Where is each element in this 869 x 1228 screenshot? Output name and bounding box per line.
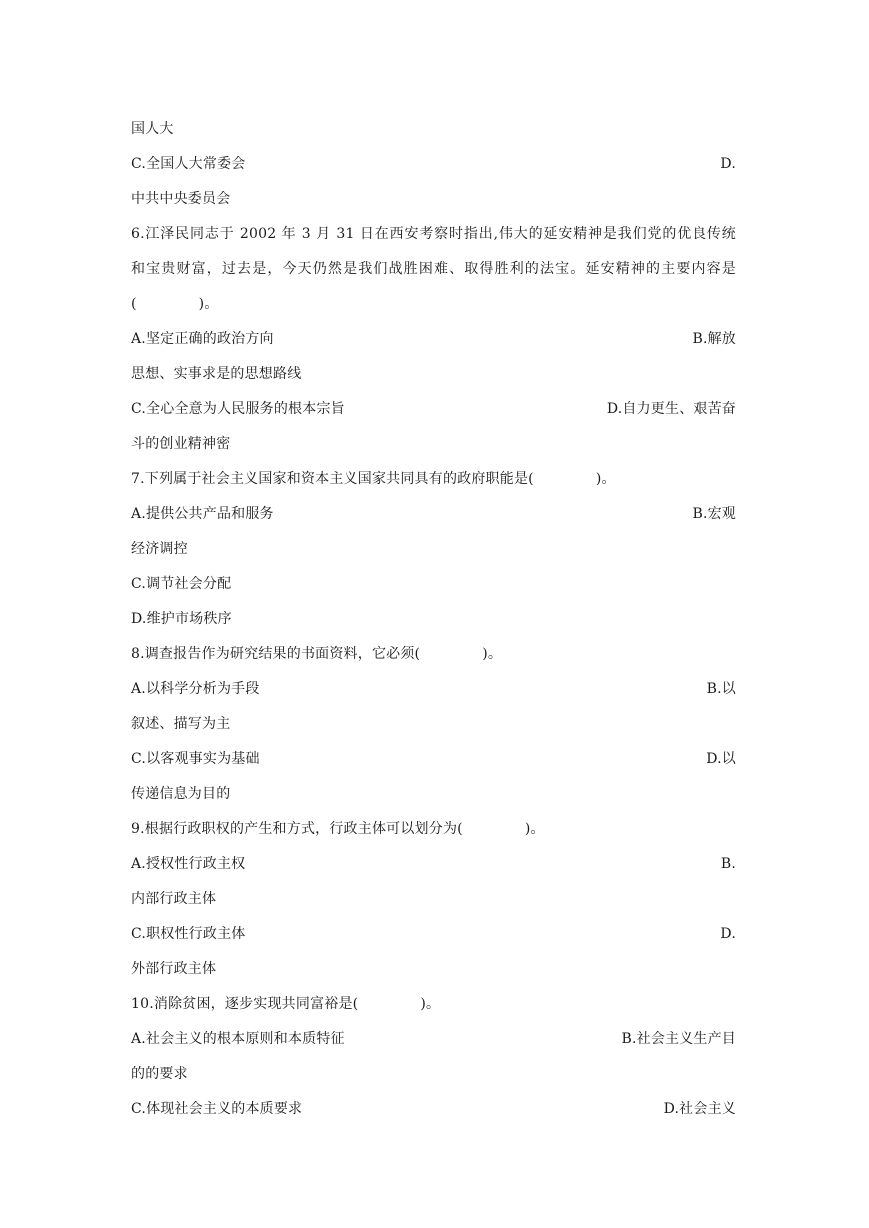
document-page — [131, 116, 736, 1131]
option-line — [131, 1026, 736, 1061]
option-d: D.社会主义 — [663, 1101, 736, 1117]
option-d: D.维护市场秩序 — [131, 611, 232, 627]
option-line — [131, 396, 736, 431]
option-line — [131, 501, 736, 536]
text-line: 内部行政主体 — [131, 891, 217, 907]
option-a: A.授权性行政主权 — [131, 856, 246, 872]
option-c: C.全心全意为人民服务的根本宗旨 — [131, 401, 345, 417]
option-b: B.宏观 — [692, 506, 736, 522]
question-8: 8.调查报告作为研究结果的书面资料，它必须( )。 — [131, 646, 503, 662]
text-line: 外部行政主体 — [131, 961, 217, 977]
option-line — [131, 151, 736, 186]
option-line — [131, 676, 736, 711]
text-line: 思想、实事求是的思想路线 — [131, 366, 302, 382]
option-d: D.以 — [706, 751, 736, 767]
option-a: A.以科学分析为手段 — [131, 681, 260, 697]
question-6-line-1: 6.江泽民同志于 2002 年 3 月 31 日在西安考察时指出,伟大的延安精神是我们党的优良传统 — [131, 226, 736, 242]
question-9: 9.根据行政职权的产生和方式，行政主体可以划分为( )。 — [131, 821, 545, 837]
option-line — [131, 326, 736, 361]
text-line: 国人大 — [131, 121, 174, 137]
option-line — [131, 746, 736, 781]
option-b: B.社会主义生产目 — [621, 1031, 736, 1047]
option-d: D.自力更生、艰苦奋 — [606, 401, 736, 417]
option-c: C.体现社会主义的本质要求 — [131, 1101, 303, 1117]
text-line: 传递信息为目的 — [131, 786, 231, 802]
question-6-blank-line: ( )。 — [131, 296, 219, 312]
option-c: C.全国人大常委会 — [131, 156, 246, 172]
text-line: 经济调控 — [131, 541, 188, 557]
option-c: C.职权性行政主体 — [131, 926, 246, 942]
option-a: A.坚定正确的政治方向 — [131, 331, 274, 347]
question-7: 7.下列属于社会主义国家和资本主义国家共同具有的政府职能是( )。 — [131, 471, 616, 487]
option-b: B.以 — [706, 681, 736, 697]
option-d: D. — [720, 156, 736, 172]
question-6-line-2: 和宝贵财富，过去是，今天仍然是我们战胜困难、取得胜利的法宝。延安精神的主要内容是 — [131, 261, 736, 277]
option-b: B.解放 — [692, 331, 736, 347]
option-a: A.社会主义的根本原则和本质特征 — [131, 1031, 345, 1047]
option-b: B. — [720, 856, 736, 872]
option-a: A.提供公共产品和服务 — [131, 506, 274, 522]
question-10: 10.消除贫困，逐步实现共同富裕是( )。 — [131, 996, 441, 1012]
text-line: 斗的创业精神密 — [131, 436, 231, 452]
text-line: 叙述、描写为主 — [131, 716, 231, 732]
option-c: C.以客观事实为基础 — [131, 751, 260, 767]
option-line — [131, 921, 736, 956]
text-line: 的的要求 — [131, 1066, 188, 1082]
option-c: C.调节社会分配 — [131, 576, 232, 592]
option-line — [131, 1096, 736, 1131]
text-line: 中共中央委员会 — [131, 191, 231, 207]
option-d: D. — [720, 926, 736, 942]
option-line — [131, 851, 736, 886]
